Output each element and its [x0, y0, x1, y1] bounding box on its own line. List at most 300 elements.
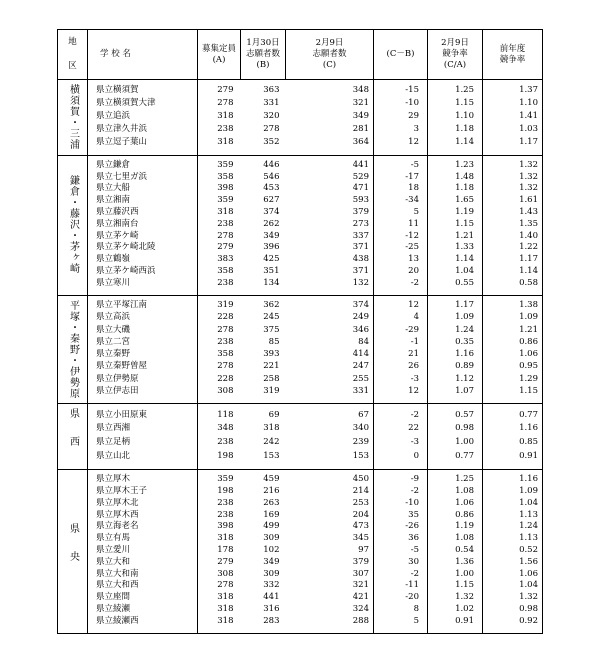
table-row [58, 172, 543, 184]
jan30-count-cell: 396 [263, 242, 280, 253]
ratio-cell: 1.08 [428, 486, 483, 498]
capacity-cell: 278 [198, 231, 241, 243]
school-name-cell: 県立茅ケ崎西浜 [96, 265, 156, 276]
prev-ratio-cell: 1.17 [483, 254, 543, 266]
prev-ratio-cell: 1.03 [483, 123, 543, 136]
region-label: 平塚・秦野・伊勢原 [67, 299, 79, 399]
school-name-cell: 県立西湘 [96, 423, 131, 434]
capacity-cell: 238 [198, 498, 241, 510]
prev-ratio-cell: 1.24 [483, 521, 543, 533]
jan30-count-cell: 351 [263, 265, 280, 276]
diff-cell: 5 [374, 616, 428, 633]
ratio-cell: 1.06 [428, 498, 483, 510]
header-region-line-1: 地 [68, 37, 77, 47]
diff-cell: -34 [374, 195, 428, 207]
header-ratio-line-2: 競争率 [442, 49, 468, 59]
feb9-count-cell: 529 [352, 171, 369, 182]
capacity-cell: 238 [198, 219, 241, 231]
feb9-count-cell: 364 [352, 137, 369, 148]
ratio-cell: 0.77 [428, 450, 483, 470]
table-row [58, 136, 543, 155]
table-row [58, 533, 543, 545]
feb9-count-cell: 371 [352, 265, 369, 276]
table-row [58, 361, 543, 373]
table-row [58, 80, 543, 98]
school-name-cell: 県立愛川 [96, 544, 131, 555]
ratio-cell: 1.12 [428, 373, 483, 385]
capacity-cell: 238 [198, 278, 241, 295]
jan30-count-cell: 221 [263, 361, 280, 372]
jan30-count-cell: 349 [263, 556, 280, 567]
header-ratio-line-3: (C/A) [443, 60, 467, 70]
prev-ratio-cell: 1.09 [483, 312, 543, 324]
jan30-count-cell: 453 [263, 183, 280, 194]
prev-ratio-cell: 1.32 [483, 172, 543, 184]
table-row [58, 616, 543, 633]
capacity-cell: 318 [198, 110, 241, 123]
header-capacity [198, 30, 241, 80]
capacity-cell: 178 [198, 545, 241, 557]
school-name-cell: 県立平塚江南 [88, 295, 198, 312]
region-group [58, 404, 543, 470]
school-name-cell: 県立厚木西 [96, 509, 139, 520]
jan30-count-cell: 85 [268, 336, 280, 347]
table-row [58, 592, 543, 604]
capacity-cell: 238 [198, 123, 241, 136]
feb9-count-cell: 421 [352, 592, 369, 603]
jan30-count-cell: 278 [263, 123, 280, 134]
school-name-cell: 県立七里ガ浜 [96, 171, 148, 182]
diff-cell: 30 [374, 557, 428, 569]
prev-ratio-cell: 1.10 [483, 97, 543, 110]
feb9-count-cell: 204 [352, 509, 369, 520]
capacity-cell: 318 [198, 616, 241, 633]
diff-cell: 8 [374, 604, 428, 616]
diff-cell: -5 [374, 545, 428, 557]
applicant-ratio-table [57, 29, 543, 634]
feb9-count-cell: 321 [352, 580, 369, 591]
diff-cell: -3 [374, 373, 428, 385]
jan30-count-cell: 316 [263, 603, 280, 614]
jan30-count-cell: 320 [263, 110, 280, 121]
diff-cell: 36 [374, 533, 428, 545]
feb9-count-cell: 438 [352, 254, 369, 265]
region-group [58, 155, 543, 295]
feb9-count-cell: 374 [286, 295, 374, 312]
feb9-count-cell: 371 [352, 242, 369, 253]
ratio-cell: 1.14 [428, 254, 483, 266]
school-name-cell: 県立秦野 [96, 349, 131, 360]
school-name-cell: 県立藤沢西 [96, 206, 139, 217]
jan30-count-cell: 318 [263, 423, 280, 434]
table-row [58, 123, 543, 136]
feb9-count-cell: 249 [352, 312, 369, 323]
school-name-cell: 県立山北 [96, 451, 131, 462]
table-row [58, 97, 543, 110]
ratio-cell: 1.48 [428, 172, 483, 184]
school-name-cell: 県立海老名 [96, 521, 139, 532]
ratio-cell: 1.16 [428, 349, 483, 361]
prev-ratio-cell: 1.21 [483, 324, 543, 336]
feb9-count-cell: 593 [352, 195, 369, 206]
feb9-count-cell: 67 [286, 404, 374, 423]
school-name-cell: 県立湘南台 [96, 218, 139, 229]
ratio-cell: 1.09 [428, 312, 483, 324]
prev-ratio-cell: 1.43 [483, 207, 543, 219]
ratio-cell: 1.25 [428, 470, 483, 486]
header-region [58, 30, 88, 80]
diff-cell: 4 [374, 312, 428, 324]
region-label: 横須賀・三浦 [67, 84, 79, 150]
jan30-count-cell: 283 [263, 615, 280, 626]
region-cell [58, 470, 88, 633]
school-name-cell: 県立綾瀬西 [96, 615, 139, 626]
jan30-count-cell: 309 [263, 533, 280, 544]
ratio-cell: 0.86 [428, 510, 483, 522]
prev-ratio-cell: 0.86 [483, 337, 543, 349]
school-name-cell: 県立大和西 [96, 580, 139, 591]
table-row [58, 373, 543, 385]
feb9-count-cell: 345 [352, 533, 369, 544]
capacity-cell: 348 [198, 423, 241, 437]
prev-ratio-cell: 1.56 [483, 557, 543, 569]
prev-ratio-cell: 0.77 [483, 404, 543, 423]
table-header [58, 30, 543, 80]
feb9-count-cell: 214 [352, 485, 369, 496]
school-name-cell: 県立茅ケ崎北陵 [96, 242, 156, 253]
table-row [58, 386, 543, 404]
table-row [58, 219, 543, 231]
feb9-count-cell: 379 [352, 556, 369, 567]
capacity-cell: 238 [198, 436, 241, 450]
capacity-cell: 278 [198, 324, 241, 336]
region-label: 県央 [67, 522, 79, 579]
prev-ratio-cell: 1.29 [483, 373, 543, 385]
diff-cell: 35 [374, 510, 428, 522]
diff-cell: 13 [374, 254, 428, 266]
capacity-cell: 278 [198, 97, 241, 110]
feb9-count-cell: 97 [358, 544, 369, 555]
ratio-cell: 1.33 [428, 242, 483, 254]
diff-cell: -15 [374, 80, 428, 98]
table-row [58, 295, 543, 312]
jan30-count-cell: 102 [263, 544, 280, 555]
region-cell [58, 80, 88, 156]
school-name-cell: 県立足柄 [96, 437, 131, 448]
ratio-cell: 1.00 [428, 569, 483, 581]
table-row [58, 545, 543, 557]
table-row [58, 423, 543, 437]
table-row [58, 195, 543, 207]
school-name-cell: 県立厚木 [88, 470, 198, 486]
capacity-cell: 398 [198, 183, 241, 195]
capacity-cell: 308 [198, 569, 241, 581]
table-row [58, 110, 543, 123]
capacity-cell: 318 [198, 207, 241, 219]
diff-cell: 0 [374, 450, 428, 470]
diff-cell: -10 [374, 498, 428, 510]
prev-ratio-cell: 1.22 [483, 242, 543, 254]
table-row [58, 580, 543, 592]
diff-cell: 18 [374, 183, 428, 195]
capacity-cell: 359 [198, 155, 241, 171]
prev-ratio-cell: 0.92 [483, 616, 543, 633]
capacity-cell: 238 [198, 337, 241, 349]
school-name-cell: 県立秦野曽屋 [96, 361, 148, 372]
prev-ratio-cell: 1.32 [483, 183, 543, 195]
header-feb9-line-1: 2月9日 [315, 38, 344, 48]
feb9-count-cell: 247 [352, 361, 369, 372]
school-name-cell: 県立横須賀 [96, 84, 139, 95]
diff-cell: 22 [374, 423, 428, 437]
region-group [58, 295, 543, 404]
capacity-cell: 198 [198, 450, 241, 470]
diff-cell: 3 [374, 123, 428, 136]
ratio-cell: 1.02 [428, 604, 483, 616]
table-row [58, 337, 543, 349]
header-prev [483, 30, 543, 80]
region-group [58, 80, 543, 156]
feb9-count-cell: 349 [352, 110, 369, 121]
diff-cell: -17 [374, 172, 428, 184]
school-name-cell: 県立大船 [96, 183, 131, 194]
prev-ratio-cell: 1.13 [483, 533, 543, 545]
header-region-line-2: 区 [68, 61, 77, 71]
capacity-cell: 319 [198, 295, 241, 312]
table-row [58, 349, 543, 361]
school-name-cell: 県立逗子葉山 [96, 137, 148, 148]
capacity-cell: 318 [198, 533, 241, 545]
header-diff-label: (C－B) [386, 49, 415, 59]
diff-cell: 12 [374, 386, 428, 404]
jan30-count-cell: 69 [241, 404, 286, 423]
diff-cell: -25 [374, 242, 428, 254]
school-name-cell: 県立鎌倉 [88, 155, 198, 171]
school-name-cell: 県立座間 [96, 592, 131, 603]
diff-cell: -2 [374, 404, 428, 423]
table-row [58, 498, 543, 510]
jan30-count-cell: 393 [263, 349, 280, 360]
diff-cell: 5 [374, 207, 428, 219]
prev-ratio-cell: 1.14 [483, 266, 543, 278]
header-feb9-line-2: 志願者数 [312, 49, 347, 59]
prev-ratio-cell: 1.32 [483, 592, 543, 604]
capacity-cell: 279 [198, 80, 241, 98]
ratio-cell: 0.55 [428, 278, 483, 295]
prev-ratio-cell: 1.06 [483, 349, 543, 361]
capacity-cell: 308 [198, 386, 241, 404]
jan30-count-cell: 363 [263, 84, 280, 95]
region-cell [58, 155, 88, 295]
jan30-count-cell: 331 [263, 97, 280, 108]
feb9-count-cell: 324 [352, 603, 369, 614]
school-name-cell: 県立大和 [96, 556, 131, 567]
ratio-cell: 0.98 [428, 423, 483, 437]
ratio-cell: 0.35 [428, 337, 483, 349]
prev-ratio-cell: 0.98 [483, 604, 543, 616]
ratio-cell: 0.57 [428, 404, 483, 423]
feb9-count-cell: 255 [352, 373, 369, 384]
school-name-cell: 県立小田原東 [88, 404, 198, 423]
capacity-cell: 318 [198, 136, 241, 155]
capacity-cell: 358 [198, 349, 241, 361]
feb9-count-cell: 331 [352, 386, 369, 397]
ratio-cell: 1.19 [428, 207, 483, 219]
diff-cell: 20 [374, 266, 428, 278]
ratio-cell: 1.23 [428, 155, 483, 171]
header-jan30-line-1: 1月30日 [246, 38, 280, 48]
feb9-count-cell: 321 [352, 97, 369, 108]
table-row [58, 436, 543, 450]
school-name-cell: 県立寒川 [96, 277, 131, 288]
prev-ratio-cell: 1.16 [483, 470, 543, 486]
diff-cell: -2 [374, 278, 428, 295]
school-name-cell: 県立横須賀大津 [96, 97, 156, 108]
jan30-count-cell: 263 [263, 497, 280, 508]
header-school-label: 学 校 名 [100, 49, 131, 59]
ratio-cell: 1.18 [428, 123, 483, 136]
prev-ratio-cell: 0.95 [483, 361, 543, 373]
jan30-count-cell: 245 [263, 312, 280, 323]
jan30-count-cell: 332 [263, 580, 280, 591]
prev-ratio-cell: 1.40 [483, 231, 543, 243]
header-jan30-line-2: 志願者数 [245, 49, 280, 59]
prev-ratio-cell: 1.32 [483, 155, 543, 171]
ratio-cell: 1.19 [428, 521, 483, 533]
feb9-count-cell: 348 [352, 84, 369, 95]
school-name-cell: 県立大和南 [96, 568, 139, 579]
header-ratio [428, 30, 483, 80]
header-feb9 [286, 30, 374, 80]
school-name-cell: 県立茅ケ崎 [96, 230, 139, 241]
jan30-count-cell: 546 [263, 171, 280, 182]
header-jan30-line-3: (B) [256, 60, 270, 70]
prev-ratio-cell: 1.38 [483, 295, 543, 312]
feb9-count-cell: 253 [352, 497, 369, 508]
feb9-count-cell: 153 [352, 451, 369, 462]
ratio-cell: 1.24 [428, 324, 483, 336]
table-row [58, 266, 543, 278]
jan30-count-cell: 349 [263, 230, 280, 241]
school-name-cell: 県立伊勢原 [96, 373, 139, 384]
ratio-cell: 1.36 [428, 557, 483, 569]
ratio-cell: 1.15 [428, 219, 483, 231]
school-name-cell: 県立綾瀬 [96, 603, 131, 614]
ratio-cell: 1.17 [428, 295, 483, 312]
prev-ratio-cell: 1.04 [483, 498, 543, 510]
diff-cell: 26 [374, 361, 428, 373]
ratio-cell: 0.91 [428, 616, 483, 633]
prev-ratio-cell: 0.58 [483, 278, 543, 295]
diff-cell: -29 [374, 324, 428, 336]
feb9-count-cell: 414 [352, 349, 369, 360]
diff-cell: -2 [374, 569, 428, 581]
prev-ratio-cell: 1.37 [483, 80, 543, 98]
ratio-cell: 1.65 [428, 195, 483, 207]
feb9-count-cell: 239 [352, 437, 369, 448]
prev-ratio-cell: 0.52 [483, 545, 543, 557]
jan30-count-cell: 169 [263, 509, 280, 520]
jan30-count-cell: 446 [241, 155, 286, 171]
ratio-cell: 1.21 [428, 231, 483, 243]
table-row [58, 278, 543, 295]
jan30-count-cell: 499 [263, 521, 280, 532]
diff-cell: 12 [374, 136, 428, 155]
jan30-count-cell: 441 [263, 592, 280, 603]
prev-ratio-cell: 1.35 [483, 219, 543, 231]
capacity-cell: 358 [198, 266, 241, 278]
table-row [58, 404, 543, 423]
header-school [88, 30, 198, 80]
header-capacity-line-1: 募集定員 [201, 43, 236, 54]
table-row [58, 604, 543, 616]
prev-ratio-cell: 1.15 [483, 386, 543, 404]
diff-cell: 11 [374, 219, 428, 231]
table-row [58, 231, 543, 243]
diff-cell: 29 [374, 110, 428, 123]
jan30-count-cell: 309 [263, 568, 280, 579]
ratio-cell: 1.07 [428, 386, 483, 404]
jan30-count-cell: 153 [263, 451, 280, 462]
table-row [58, 521, 543, 533]
ratio-cell: 1.10 [428, 110, 483, 123]
ratio-cell: 1.15 [428, 580, 483, 592]
feb9-count-cell: 281 [352, 123, 369, 134]
feb9-count-cell: 337 [352, 230, 369, 241]
jan30-count-cell: 319 [263, 386, 280, 397]
ratio-cell: 1.14 [428, 136, 483, 155]
feb9-count-cell: 473 [352, 521, 369, 532]
table-row [58, 312, 543, 324]
ratio-cell: 1.15 [428, 97, 483, 110]
ratio-cell: 0.89 [428, 361, 483, 373]
diff-cell: -11 [374, 580, 428, 592]
capacity-cell: 359 [198, 195, 241, 207]
feb9-count-cell: 340 [352, 423, 369, 434]
prev-ratio-cell: 1.17 [483, 136, 543, 155]
capacity-cell: 358 [198, 172, 241, 184]
school-name-cell: 県立厚木王子 [96, 485, 148, 496]
region-cell [58, 295, 88, 404]
school-name-cell: 県立大磯 [96, 324, 131, 335]
header-capacity-line-2: (A) [212, 54, 226, 65]
capacity-cell: 278 [198, 580, 241, 592]
header-prev-line-1: 前年度 [499, 43, 526, 54]
feb9-count-cell: 441 [286, 155, 374, 171]
feb9-count-cell: 307 [352, 568, 369, 579]
prev-ratio-cell: 1.16 [483, 423, 543, 437]
diff-cell: -10 [374, 97, 428, 110]
header-jan30 [241, 30, 286, 80]
feb9-count-cell: 346 [352, 324, 369, 335]
diff-cell: -26 [374, 521, 428, 533]
header-prev-line-2: 競争率 [499, 54, 526, 65]
table-row [58, 450, 543, 470]
jan30-count-cell: 262 [263, 218, 280, 229]
capacity-cell: 318 [198, 592, 241, 604]
table-row [58, 183, 543, 195]
capacity-cell: 359 [198, 470, 241, 486]
region-label: 鎌倉・藤沢・茅ヶ崎 [67, 175, 79, 275]
jan30-count-cell: 627 [263, 195, 280, 206]
jan30-count-cell: 425 [263, 254, 280, 265]
region-group [58, 470, 543, 633]
header-diff [374, 30, 428, 80]
table-row [58, 207, 543, 219]
jan30-count-cell: 374 [263, 206, 280, 217]
school-name-cell: 県立湘南 [96, 195, 131, 206]
ratio-cell: 0.54 [428, 545, 483, 557]
